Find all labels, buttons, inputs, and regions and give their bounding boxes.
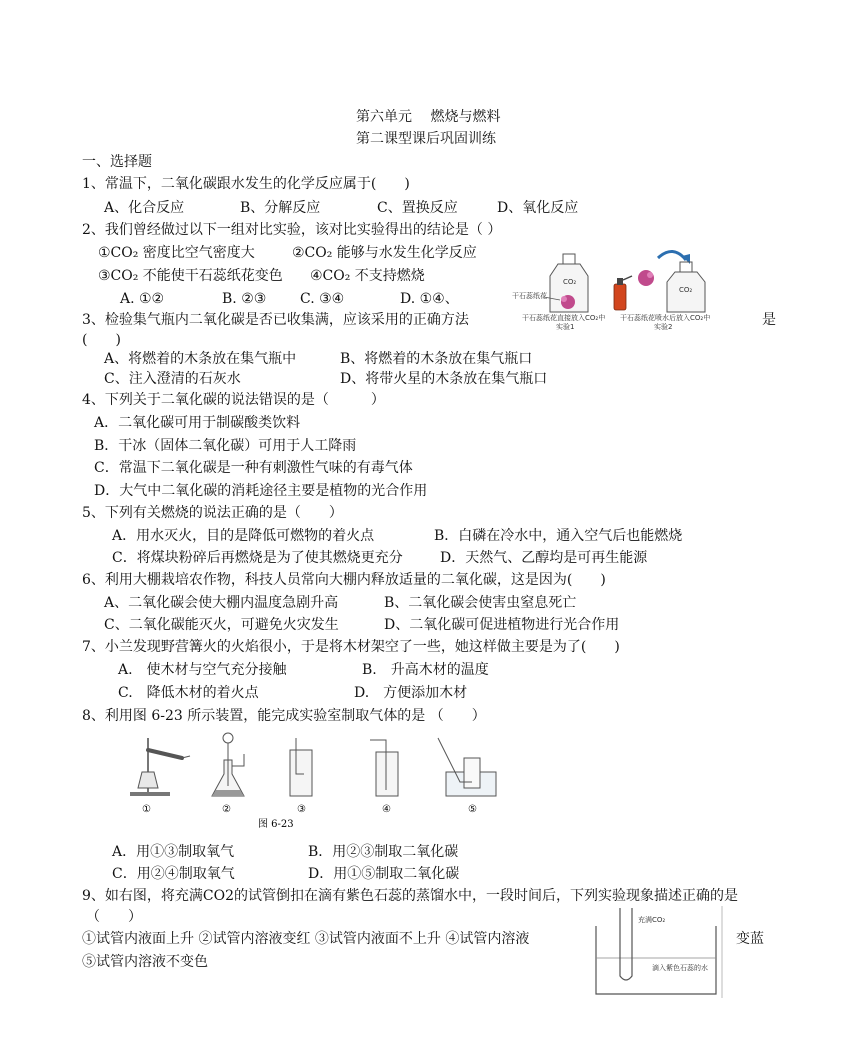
q9-statement-line-1: ①试管内液面上升 ②试管内溶液变红 ③试管内液面不上升 ④试管内溶液 (82, 931, 530, 947)
q1-stem: 1、常温下，二氧化碳跟水发生的化学反应属于( ) (82, 176, 410, 192)
page-subtitle: 第二课型课后巩固训练 (356, 131, 496, 147)
bottle-1-label: CO₂ (563, 278, 577, 286)
q7-stem: 7、小兰发现野营篝火的火焰很小，于是将木材架空了一些，她这样做主要是为了( ) (82, 639, 620, 655)
q6-option-c: C、二氧化碳能灭火，可避免火灾发生 (104, 617, 339, 633)
q6-option-a: A、二氧化碳会使大棚内温度急剧升高 (104, 595, 339, 611)
q4-option-d: D．大气中二氧化碳的消耗途径主要是植物的光合作用 (94, 483, 428, 499)
apparatus-figure-6-23 (120, 730, 530, 830)
q6-stem: 6、利用大棚栽培农作物，科技人员常向大棚内释放适量的二氧化碳，这是因为( ) (82, 572, 606, 588)
apparatus-5-water-trough (438, 738, 496, 796)
q9-statement-line-2: ⑤试管内溶液不变色 (82, 954, 208, 970)
spray-bottle-icon (614, 276, 632, 310)
caption-experiment-2-name: 实验2 (654, 323, 673, 331)
q4-option-a: A．二氧化碳可用于制碳酸类饮料 (94, 415, 301, 431)
q7-option-d: D. 方便添加木材 (354, 685, 468, 701)
q9-statement-line-1-tail: 变蓝 (736, 931, 764, 947)
caption-experiment-1: 干石蕊纸花直接放入CO₂中 (522, 314, 606, 322)
q2-statement-1: ①CO₂ 密度比空气密度大 (98, 245, 255, 261)
q8-option-a: A．用①③制取氧气 (112, 844, 235, 860)
apparatus-label-5: ⑤ (468, 804, 477, 815)
q1-option-d: D、氧化反应 (497, 200, 579, 216)
q3-option-c: C、注入澄清的石灰水 (104, 371, 241, 387)
co2-experiment-figure (508, 246, 738, 334)
apparatus-label-3: ③ (297, 804, 306, 815)
q9-answer-paren: （ ） (86, 909, 142, 925)
q2-option-d: D. ①④、 (400, 291, 459, 307)
q8-stem: 8、利用图 6-23 所示装置，能完成实验室制取气体的是 （ ） (82, 708, 486, 724)
q8-option-c: C．用②④制取氧气 (112, 866, 235, 882)
q8-option-d: D．用①⑤制取二氧化碳 (308, 866, 460, 882)
q7-option-b: B. 升高木材的温度 (362, 662, 489, 678)
q5-stem: 5、下列有关燃烧的说法正确的是（ ） (82, 505, 343, 521)
transfer-arrow-icon (658, 251, 686, 260)
apparatus-label-4: ④ (382, 804, 391, 815)
q8-option-b: B．用②③制取二氧化碳 (308, 844, 459, 860)
q7-option-c: C. 降低木材的着火点 (118, 685, 259, 701)
q4-stem: 4、下列关于二氧化碳的说法错误的是（ ） (82, 392, 385, 408)
beaker (596, 926, 716, 994)
q3-option-b: B、将燃着的木条放在集气瓶口 (340, 351, 533, 367)
q9-stem: 9、如右图，将充满CO2的试管倒扣在滴有紫色石蕊的蒸馏水中，一段时间后，下列实验现象描述正确的是 (82, 888, 739, 904)
q3-answer-paren: ( ) (82, 332, 121, 348)
q5-option-c: C．将煤块粉碎后再燃烧是为了使其燃烧更充分 (112, 550, 403, 566)
q1-option-c: C、置换反应 (377, 200, 458, 216)
apparatus-1-heating-tube (130, 738, 190, 796)
test-tube (620, 908, 632, 980)
apparatus-label-1: ① (142, 804, 151, 815)
caption-experiment-1-name: 实验1 (556, 323, 575, 331)
q5-option-a: A．用水灭火，目的是降低可燃物的着火点 (112, 528, 375, 544)
apparatus-4-gas-bottle (370, 740, 398, 796)
q6-option-d: D、二氧化碳可促进植物进行光合作用 (384, 617, 620, 633)
q1-option-b: B、分解反应 (240, 200, 321, 216)
inverted-tube-figure (590, 906, 725, 998)
apparatus-2-flask (212, 733, 244, 796)
tube-label: 充满CO₂ (638, 916, 666, 924)
gas-bottle-2 (667, 262, 705, 312)
page-title: 第六单元 燃烧与燃料 (356, 109, 501, 125)
q6-option-b: B、二氧化碳会使害虫窒息死亡 (384, 595, 577, 611)
q2-option-c: C. ③④ (300, 291, 345, 307)
gas-bottle-1 (550, 254, 588, 312)
pointer-label: 干石蕊纸花 (512, 292, 547, 300)
q3-stem-tail: 是 (762, 312, 776, 328)
q7-option-a: A. 使木材与空气充分接触 (118, 662, 287, 678)
q2-statement-3: ③CO₂ 不能使干石蕊纸花变色 (98, 268, 283, 284)
q3-stem: 3、检验集气瓶内二氧化碳是否已收集满，应该采用的正确方法 (82, 312, 469, 328)
q2-stem: 2、我们曾经做过以下一组对比实验，该对比实验得出的结论是（ ） (82, 222, 502, 238)
q3-option-d: D、将带火星的木条放在集气瓶口 (340, 371, 548, 387)
caption-experiment-2: 干石蕊纸花喷水后放入CO₂中 (620, 314, 711, 322)
q2-statement-4: ④CO₂ 不支持燃烧 (310, 268, 425, 284)
q1-option-a: A、化合反应 (104, 200, 185, 216)
q3-option-a: A、将燃着的木条放在集气瓶中 (104, 351, 297, 367)
q2-option-b: B. ②③ (222, 291, 267, 307)
apparatus-label-2: ② (222, 804, 231, 815)
litmus-flower-2-icon (638, 270, 654, 286)
q2-option-a: A. ①② (120, 291, 165, 307)
q4-option-b: B．干冰（固体二氧化碳）可用于人工降雨 (94, 438, 357, 454)
water-label: 滴入紫色石蕊的水 (652, 964, 708, 972)
apparatus-3-gas-bottle (290, 738, 312, 796)
q2-statement-2: ②CO₂ 能够与水发生化学反应 (292, 245, 477, 261)
figure-caption: 图 6-23 (258, 819, 294, 830)
q5-option-d: D．天然气、乙醇均是可再生能源 (440, 550, 648, 566)
q4-option-c: C．常温下二氧化碳是一种有刺激性气味的有毒气体 (94, 460, 413, 476)
section-heading: 一、选择题 (82, 154, 152, 170)
bottle-2-label: CO₂ (679, 286, 693, 294)
q5-option-b: B．白磷在冷水中，通入空气后也能燃烧 (434, 528, 683, 544)
